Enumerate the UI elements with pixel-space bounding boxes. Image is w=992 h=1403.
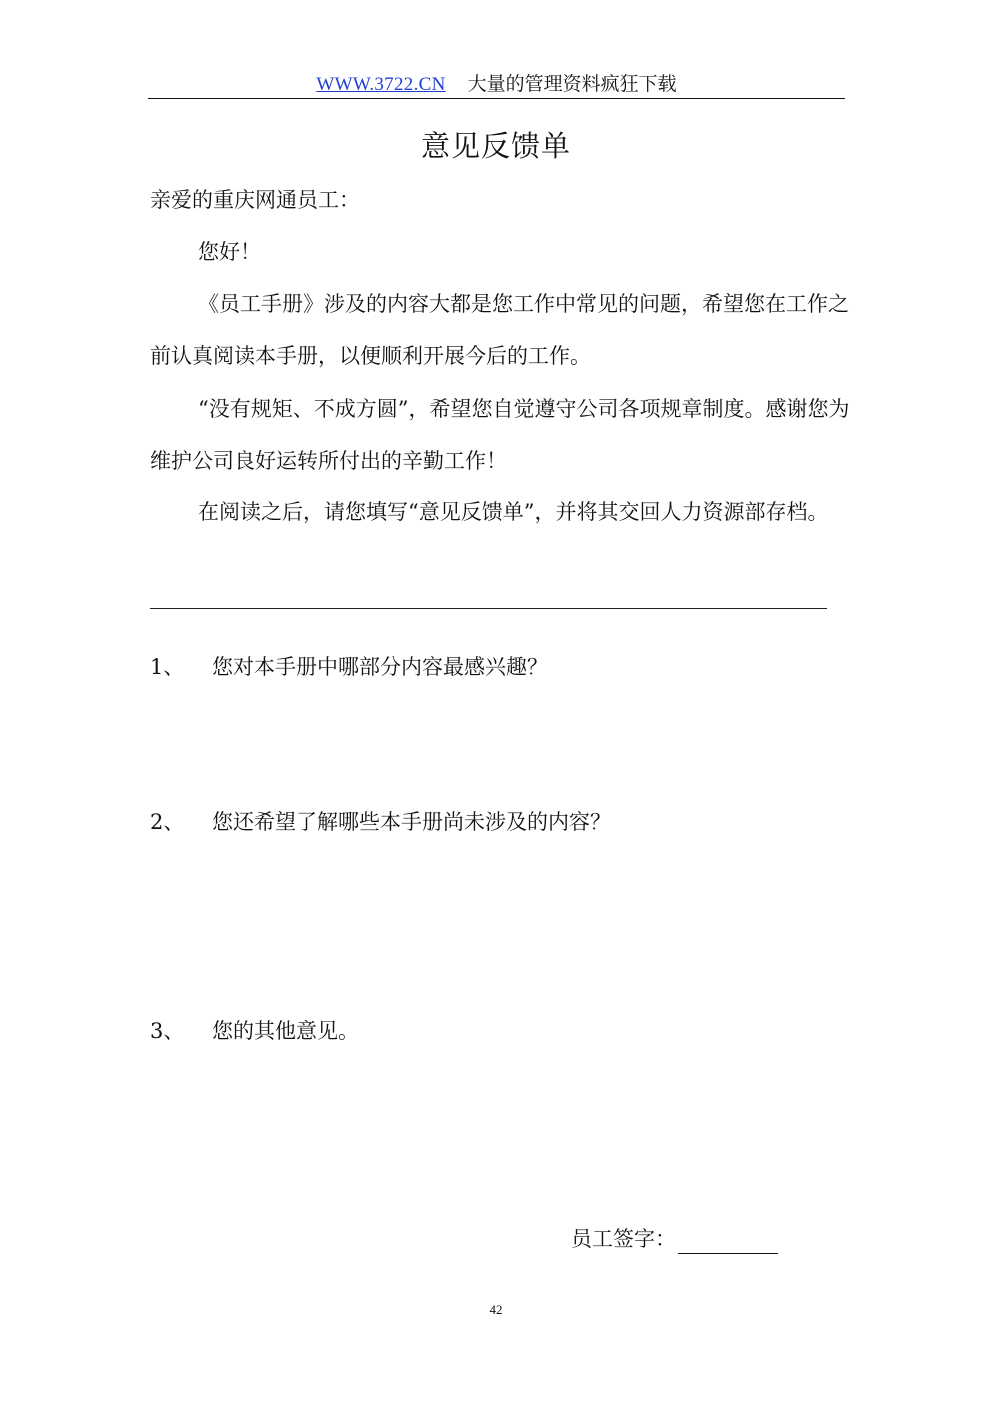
- salutation: 亲爱的重庆网通员工：: [150, 188, 360, 212]
- question-number: 3、: [150, 1019, 185, 1043]
- question-text: 您的其他意见。: [212, 1019, 359, 1043]
- question-number: 2、: [150, 810, 185, 834]
- question-2: [150, 807, 611, 837]
- document-title: 意见反馈单: [420, 129, 571, 163]
- signature-label: 员工签字：: [571, 1227, 676, 1251]
- question-3: [150, 1016, 359, 1046]
- website-link[interactable]: WWW.3722.CN: [316, 74, 446, 95]
- header-divider: [148, 98, 845, 99]
- greeting: 您好！: [198, 240, 261, 264]
- question-text: 您对本手册中哪部分内容最感兴趣？: [212, 655, 548, 679]
- paragraph-rules: “没有规矩、不成方圆”，希望您自觉遵守公司各项规章制度。感谢您为维护公司良好运转所付出的辛勤工作！: [150, 397, 850, 473]
- header-tagline: 大量的管理资料疯狂下载: [467, 73, 677, 95]
- page-number: 42: [489, 1302, 503, 1317]
- employee-signature: [571, 1224, 778, 1254]
- signature-line[interactable]: [678, 1231, 778, 1254]
- question-1: [150, 652, 548, 682]
- paragraph-handbook-intro: 《员工手册》涉及的内容大都是您工作中常见的问题，希望您在工作之前认真阅读本手册，以便顺利开展今后的工作。: [150, 292, 849, 368]
- page-header: [148, 70, 845, 100]
- paragraph-instructions: 在阅读之后，请您填写“意见反馈单”，并将其交回人力资源部存档。: [198, 500, 829, 524]
- question-text: 您还希望了解哪些本手册尚未涉及的内容？: [212, 810, 611, 834]
- section-divider: [150, 608, 827, 609]
- question-number: 1、: [150, 655, 185, 679]
